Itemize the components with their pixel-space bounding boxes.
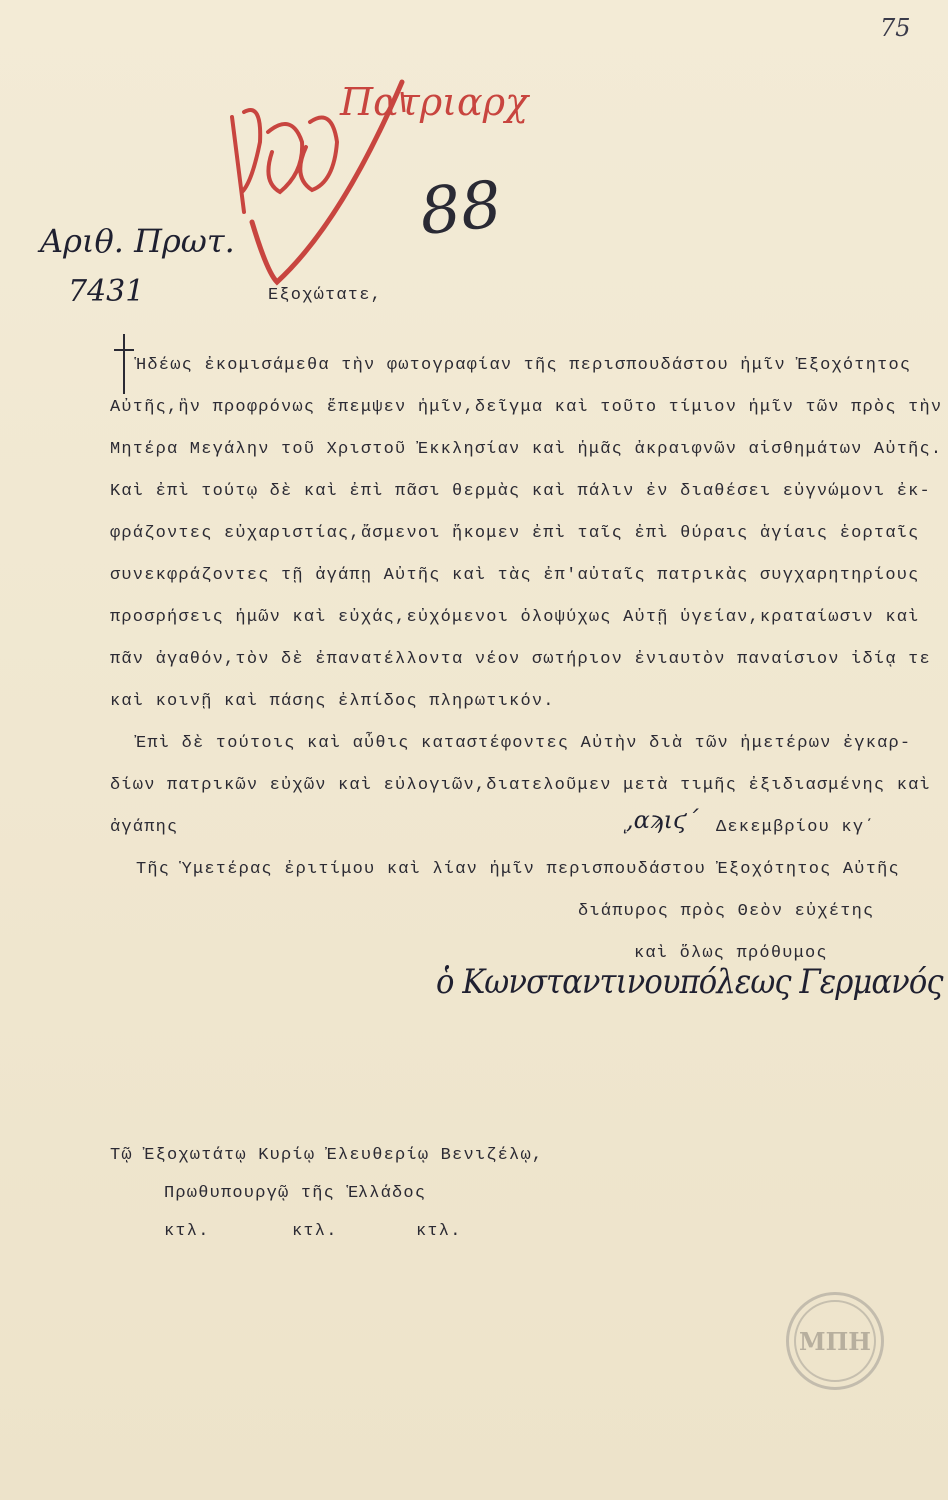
body-line: Ἡδέως ἐκομισάμεθα τὴν φωτογραφίαν τῆς περισπουδάστου ἡμῖν Ἐξοχότητος <box>136 356 912 375</box>
body-line: πᾶν ἀγαθόν,τὸν δὲ ἐπανατέλλοντα νέον σωτήριον ἐνιαυτὸν παναίσιον ἰδίᾳ τε <box>110 650 931 669</box>
body-line: Αὐτῆς,ἣν προφρόνως ἔπεμψεν ἡμῖν,δεῖγμα καὶ τοῦτο τίμιον ἡμῖν τῶν πρὸς τὴν <box>110 398 943 417</box>
body-line: προσρήσεις ἡμῶν καὶ εὐχάς,εὐχόμενοι ὁλοψύχως Αὐτῇ ὑγείαν,κραταίωσιν καὶ <box>110 608 920 627</box>
date-typed: Δεκεμβρίου κγ΄ <box>716 818 876 837</box>
pencil-annotation: 88 <box>416 167 506 251</box>
stamp-label: ΜΠΗ <box>799 1326 871 1356</box>
body-line: Μητέρα Μεγάλην τοῦ Χριστοῦ Ἐκκλησίαν καὶ ἡμᾶς ἀκραιφνῶν αἰσθημάτων Αὐτῆς. <box>110 440 943 459</box>
archive-stamp <box>786 1292 884 1390</box>
signature: ὁ Κωνσταντινουπόλεως Γερμανός <box>436 962 943 1002</box>
body-line: Ἐπὶ δὲ τούτοις καὶ αὖθις καταστέφοντες Αὐτὴν διὰ τῶν ἡμετέρων ἐγκαρ- <box>136 734 912 753</box>
protocol-number: 7431 <box>68 274 145 309</box>
body-line: συνεκφράζοντες τῇ ἀγάπῃ Αὐτῆς καὶ τὰς ἐπ'αὐταῖς πατρικὰς συγχαρητηρίους <box>110 566 920 585</box>
closing-line: διάπυρος πρὸς Θεὸν εὐχέτης <box>578 902 875 921</box>
cross-icon <box>112 332 136 396</box>
addressee-title: Πρωθυπουργῷ τῆς Ἑλλάδος <box>164 1184 427 1203</box>
etc-item: κτλ. <box>416 1222 462 1241</box>
salutation: Εξοχώτατε, <box>268 286 383 305</box>
closing-line: Τῆς Ὑμετέρας ἐριτίμου καὶ λίαν ἡμῖν περισπουδάστου Ἐξοχότητος Αὐτῆς <box>136 860 900 879</box>
etc-item: κτλ. <box>164 1222 210 1241</box>
closing-line: καὶ ὅλως πρόθυμος <box>634 944 828 963</box>
body-line: φράζοντες εὐχαριστίας,ἄσμενοι ἥκομεν ἐπὶ ταῖς ἐπὶ θύραις ἁγίαις ἑορταῖς <box>110 524 920 543</box>
etc-item: κτλ. <box>292 1222 338 1241</box>
protocol-label: Αριθ. Πρωτ. <box>40 222 235 260</box>
page-number: 75 <box>880 14 911 42</box>
date-year-handwritten: ͅ,αϡιϛ΄ <box>626 806 699 834</box>
red-annotation-text: Πατριαρχ <box>340 80 529 124</box>
body-line: ἀγάπης <box>110 818 179 837</box>
body-line: δίων πατρικῶν εὐχῶν καὶ εὐλογιῶν,διατελοῦμεν μετὰ τιμῆς ἐξιδιασμένης καὶ <box>110 776 931 795</box>
body-line: Καὶ ἐπὶ τούτῳ δὲ καὶ ἐπὶ πᾶσι θερμὰς καὶ πάλιν ἐν διαθέσει εὐγνώμονι ἐκ- <box>110 482 931 501</box>
addressee-line: Τῷ Ἐξοχωτάτῳ Κυρίῳ Ἐλευθερίῳ Βενιζέλῳ, <box>110 1146 544 1165</box>
body-line: καὶ κοινῇ καὶ πάσης ἐλπίδος πληρωτικόν. <box>110 692 555 711</box>
